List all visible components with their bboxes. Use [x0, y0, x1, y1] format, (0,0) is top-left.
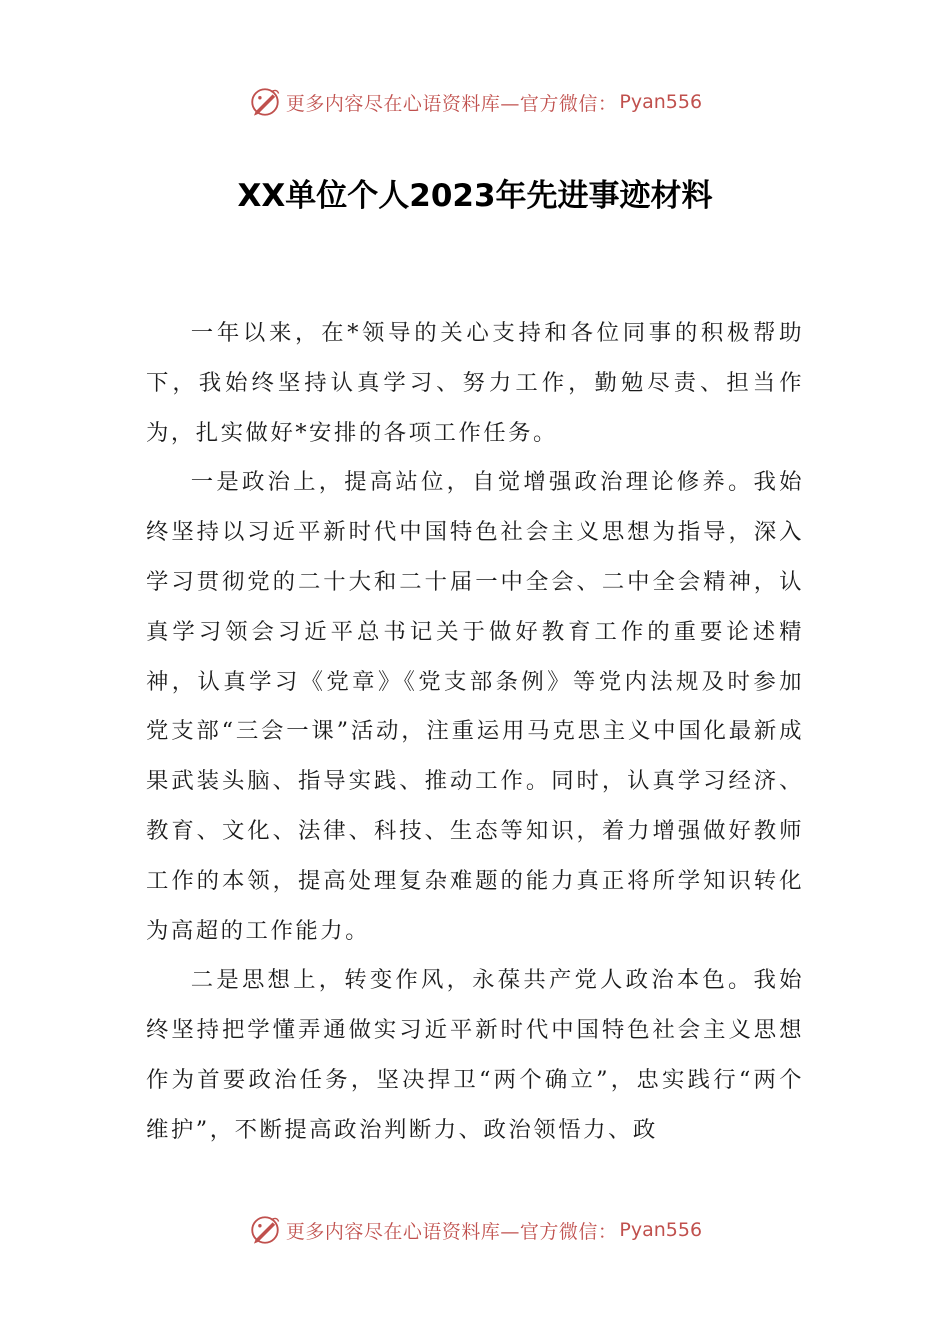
- document-title: XX单位个人2023年先进事迹材料: [237, 178, 713, 214]
- watermark-handle: Pyan556: [619, 91, 703, 113]
- watermark-handle: Pyan556: [619, 1219, 703, 1241]
- document-body: [146, 309, 804, 1156]
- watermark-banner-top: [0, 82, 950, 122]
- paragraph-intro: 一年以来，在*领导的关心支持和各位同事的积极帮助下，我始终坚持认真学习、努力工作，勤勉尽责、担当作为，扎实做好*安排的各项工作任务。: [146, 320, 804, 446]
- watermark-text: 更多内容尽在心语资料库—官方微信：: [285, 1220, 618, 1243]
- pen-logo-icon: [248, 1213, 282, 1247]
- pen-logo-icon: [248, 85, 282, 119]
- paragraph-ideological: 二是思想上，转变作风，永葆共产党人政治本色。我始终坚持把学懂弄通做实习近平新时代中国特色社会主义思想作为首要政治任务，坚决捍卫“两个确立”，忠实践行“两个维护”，不断提高政治判断力、政治领悟力、政: [146, 967, 804, 1143]
- watermark-text: 更多内容尽在心语资料库—官方微信：: [285, 92, 618, 115]
- paragraph-political: 一是政治上，提高站位，自觉增强政治理论修养。我始终坚持以习近平新时代中国特色社会主义思想为指导，深入学习贯彻党的二十大和二十届一中全会、二中全会精神，认真学习领会习近平总书记关于做好教育工作的重要论述精神，认真学习《党章》《党支部条例》等党内法规及时参加党支部“三会一课”活动，注重运用马克思主义中国化最新成果武装头脑、指导实践、推动工作。同时，认真学习经济、教育、文化、法律、科技、生态等知识，着力增强做好教师工作的本领，提高处理复杂难题的能力真正将所学知识转化为高超的工作能力。: [146, 469, 804, 944]
- watermark-banner-bottom: [0, 1210, 950, 1250]
